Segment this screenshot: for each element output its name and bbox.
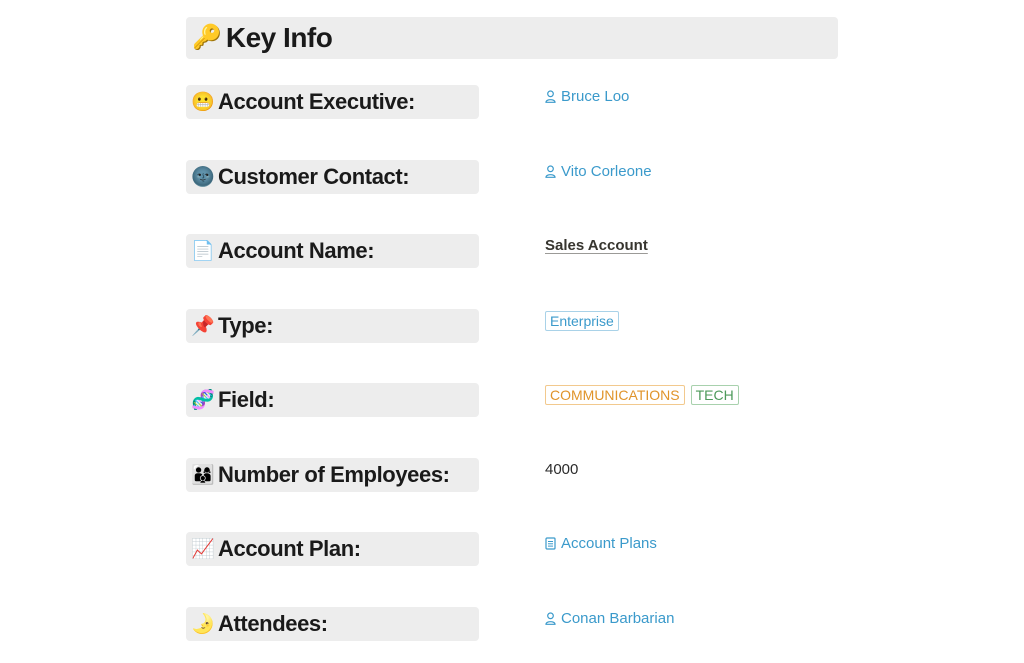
people-icon: 👨‍👩‍👦 [191,464,215,486]
field-label: Customer Contact: [218,164,410,189]
account-executive-person-link[interactable] [545,88,629,105]
field-label: Account Executive: [218,89,415,114]
tag-communications[interactable]: COMMUNICATIONS [545,385,685,405]
key-icon: 🔑 [192,24,222,51]
label-customer-contact [186,160,479,194]
employee-count: 4000 [545,461,579,478]
document-icon [545,537,556,550]
chart-increasing-icon: 📈 [191,538,215,560]
field-label: Type: [218,313,274,338]
person-name: Vito Corleone [561,163,652,180]
label-number-of-employees [186,458,479,492]
key-info-header [186,17,838,59]
field-label: Attendees: [218,611,328,636]
page-link-title: Account Plans [561,535,657,552]
relation-title: Sales Account [545,237,648,254]
dna-icon: 🧬 [191,389,215,411]
field-label: Field: [218,387,275,412]
label-account-plan [186,532,479,566]
person-icon [545,90,556,103]
label-account-executive [186,85,479,119]
tag-enterprise[interactable]: Enterprise [545,311,619,331]
grimace-face-icon: 😬 [191,91,215,113]
account-plan-page-link[interactable] [545,535,657,552]
field-label: Account Name: [218,238,375,263]
attendees-person-link[interactable] [545,610,674,627]
person-icon [545,612,556,625]
field-label: Number of Employees: [218,462,450,487]
field-value [545,385,745,405]
label-account-name [186,234,479,268]
crescent-moon-face-icon: 🌛 [191,613,215,635]
person-name: Conan Barbarian [561,610,675,627]
page-icon: 📄 [191,240,215,262]
person-name: Bruce Loo [561,88,630,105]
label-attendees [186,607,479,641]
customer-contact-person-link[interactable] [545,163,652,180]
label-field [186,383,479,417]
account-name-relation[interactable] [545,237,648,254]
tag-tech[interactable]: TECH [691,385,739,405]
field-label: Account Plan: [218,536,361,561]
number-of-employees-value[interactable] [545,461,578,478]
new-moon-face-icon: 🌚 [191,166,215,188]
pushpin-icon: 📌 [191,315,215,337]
type-value [545,311,625,331]
label-type [186,309,479,343]
section-title: Key Info [225,22,333,53]
person-icon [545,165,556,178]
